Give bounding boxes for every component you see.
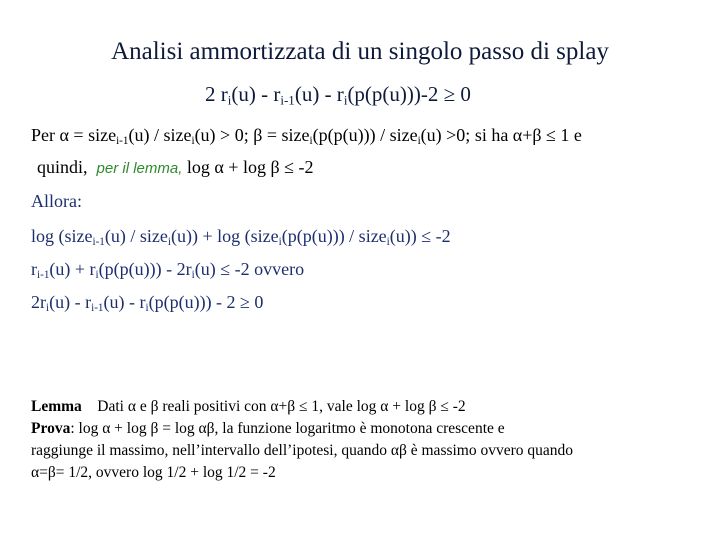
subscript: i <box>167 235 171 248</box>
text-part: (u)) ≤ -2 <box>389 226 451 246</box>
subscript: i <box>191 134 195 147</box>
text-part: (u)) + log (size <box>170 226 279 246</box>
text-part: 2r <box>31 292 46 312</box>
subscript: i <box>46 301 50 314</box>
subscript: i <box>95 268 99 281</box>
text-part: (u) >0; si ha α+β ≤ 1 e <box>420 125 582 145</box>
proof-text: : log α + log β = log αβ, la funzione logaritmo è monotona crescente e <box>70 420 505 437</box>
subscript: i <box>278 235 282 248</box>
text-part: (u) - r <box>49 292 92 312</box>
subscript: i <box>417 134 421 147</box>
rank-sum-line <box>31 259 304 280</box>
subscript: i-1 <box>116 134 129 147</box>
text-part: r <box>31 259 37 279</box>
lemma-text: Dati α e β reali positivi con α+β ≤ 1, vale log α + log β ≤ -2 <box>97 398 466 415</box>
allora-label: Allora: <box>31 191 82 211</box>
subscript: i-1 <box>92 235 105 248</box>
text-part: (u) ≤ -2 ovvero <box>194 259 305 279</box>
text-part: (p(p(u))) / size <box>312 125 418 145</box>
subscript: i <box>386 235 390 248</box>
proof-line-2: raggiunge il massimo, nell’intervallo dell’ipotesi, quando αβ è massimo ovvero quando <box>31 442 574 459</box>
log-inequality-line <box>31 226 451 247</box>
formula-text: (p(p(u)))-2 ≥ 0 <box>347 82 471 106</box>
text-part: log α + log β ≤ -2 <box>186 157 314 177</box>
proof-line-1 <box>31 420 505 438</box>
lemma-label: Lemma <box>31 398 82 415</box>
slide-title: Analisi ammortizzata di un singolo passo di splay <box>111 38 609 65</box>
main-inequality <box>205 82 471 107</box>
text-part: (u) / size <box>128 125 192 145</box>
formula-text: 2 r <box>205 82 228 106</box>
formula-text: (u) - r <box>294 82 344 106</box>
subscript: i <box>145 301 149 314</box>
proof-label: Prova <box>31 420 71 437</box>
text-part: (p(p(u))) - 2 ≥ 0 <box>148 292 264 312</box>
formula-text: (u) - r <box>231 82 281 106</box>
subscript: i <box>191 268 195 281</box>
text-part: (u) - r <box>103 292 146 312</box>
final-inequality-line <box>31 292 263 313</box>
lemma-reference: per il lemma, <box>96 160 183 177</box>
text-part: (p(p(u))) - 2r <box>98 259 192 279</box>
subscript: i-1 <box>280 92 295 108</box>
subscript: i <box>343 92 348 108</box>
text-part: (u) + r <box>49 259 96 279</box>
consequence-line <box>37 157 314 178</box>
subscript: i <box>227 92 232 108</box>
subscript: i-1 <box>91 301 104 314</box>
subscript: i <box>309 134 313 147</box>
text-part: Per α = size <box>31 125 117 145</box>
text-part: quindi, <box>37 157 88 177</box>
proof-line-3: α=β= 1/2, ovvero log 1/2 + log 1/2 = -2 <box>31 464 276 481</box>
text-part: (p(p(u))) / size <box>281 226 387 246</box>
text-part: (u) / size <box>104 226 168 246</box>
text-part: (u) > 0; β = size <box>194 125 310 145</box>
text-part: log (size <box>31 226 93 246</box>
definition-line <box>31 125 582 146</box>
subscript: i-1 <box>37 268 50 281</box>
lemma-statement <box>31 398 466 416</box>
